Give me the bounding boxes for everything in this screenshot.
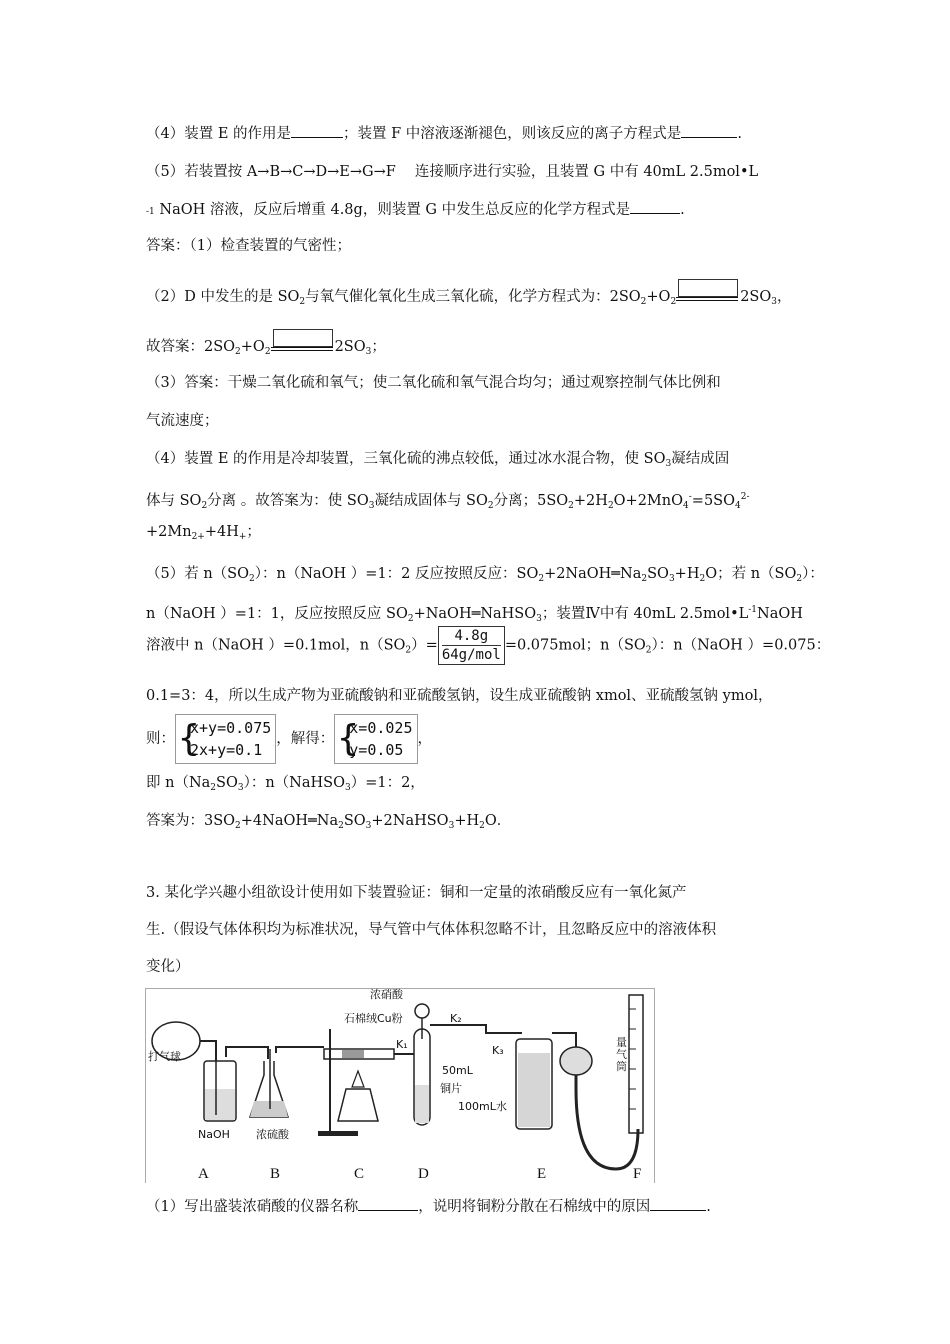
superscript: 2- [740, 492, 750, 502]
text: SO [647, 566, 669, 582]
text: +2NaOH═Na [544, 566, 642, 582]
text: （4）装置 E 的作用是冷却装置，三氧化硫的沸点较低，通过冰水混合物，使 SO [146, 451, 666, 467]
text: ，解得： [276, 731, 335, 747]
apparatus-figure [145, 988, 655, 1183]
subscript: 2 [338, 821, 344, 831]
text: +H [674, 566, 700, 582]
subscript: 2 [210, 783, 217, 793]
text: 凝结成固 [671, 451, 730, 467]
text: ；装置 F 中溶液逐渐褪色，则该反应的离子方程式是 [343, 126, 682, 142]
figure-label: 石棉绒Cu粉 [344, 1012, 403, 1025]
text: +4H [204, 524, 239, 540]
subscript: 3 [448, 821, 455, 831]
answer-blank [291, 123, 343, 138]
text: ，说明将铜粉分散在石棉绒中的原因 [418, 1199, 651, 1215]
level-bulb [560, 1047, 592, 1075]
figure-label: 浓硝酸 [370, 988, 403, 1001]
equation: x=0.025 [349, 719, 413, 737]
subscript: 2 [699, 574, 706, 584]
subscript: 2 [235, 821, 241, 831]
subscript: 2 [405, 645, 412, 656]
text: =0.075mol；n（SO [504, 637, 646, 654]
subscript: 3 [668, 574, 675, 584]
subscript: 3 [368, 501, 375, 511]
text-line [146, 449, 729, 474]
text: ， [417, 731, 432, 747]
subscript: 2 [670, 297, 677, 307]
text: ；装置Ⅳ中有 40mL 2.5mol•L [541, 606, 749, 622]
answer-blank [650, 1196, 706, 1211]
text: ）= [411, 637, 438, 654]
text: ）：n（NaOH ）=1：2 反应按照反应：SO [254, 566, 539, 582]
figure-label: 50mL [442, 1064, 473, 1077]
subscript: 2 [407, 614, 414, 624]
figure-letter: D [418, 1166, 429, 1182]
text: ）：n（NaOH ）=0.075： [651, 637, 831, 654]
text-line [146, 714, 432, 764]
tube [276, 1047, 324, 1053]
equation: 2x+y=0.1 [190, 741, 263, 759]
text: +O [646, 289, 671, 305]
text: +O [240, 339, 265, 355]
text: NaOH 溶液，反应后增重 4.8g，则装置 G 中发生总反应的化学方程式是 [154, 202, 631, 218]
text: . [680, 202, 685, 218]
text: 则： [146, 731, 175, 747]
subscript: 3 [771, 297, 777, 307]
text-line [146, 600, 803, 629]
text: ）：n（NaHSO [243, 775, 345, 791]
superscript: -1 [146, 207, 155, 217]
text: SO [216, 775, 238, 791]
subscript: 4 [683, 501, 689, 511]
text: ； [371, 339, 386, 355]
text-line [146, 522, 261, 547]
sulfuric-acid [250, 1101, 288, 1117]
text: =5SO [691, 493, 735, 509]
text-line [146, 773, 425, 798]
text: （5）若 n（SO [146, 566, 249, 582]
text: 分离；5SO [493, 493, 569, 509]
text: . [737, 126, 742, 142]
text: 生.（假设气体体积均为标准状况，导气管中气体体积忽略不计，且忽略反应中的溶液体积 [146, 922, 717, 938]
equation-system: { x+y=0.075 2x+y=0.1 [175, 714, 276, 764]
equation: x+y=0.075 [190, 719, 272, 737]
subscript: 2 [607, 501, 614, 511]
text: +2Mn [146, 524, 192, 540]
text-line [146, 329, 386, 363]
subscript: 3 [365, 347, 372, 357]
flame [352, 1071, 364, 1087]
subscript: 2 [640, 297, 647, 307]
catalyst-label [678, 279, 738, 297]
answer-blank [681, 123, 737, 138]
text: 故答案：2SO [146, 339, 236, 355]
text: 气流速度； [146, 413, 219, 429]
text: O． [484, 813, 512, 829]
subscript: 2 [796, 574, 803, 584]
text: （3）答案：干燥二氧化硫和氧气；使二氧化硫和氧气混合均匀；通过观察控制气体比例和 [146, 375, 721, 391]
text: 分离 。故答案为：使 SO [207, 493, 369, 509]
answer-blank [358, 1196, 418, 1211]
text-line [146, 279, 791, 313]
figure-label: 量气筒 [616, 1036, 627, 1073]
figure-letter: C [354, 1166, 365, 1182]
text-line [146, 957, 190, 977]
text: 答案：（1）检查装置的气密性； [146, 238, 351, 254]
text: 溶液中 n（NaOH ）=0.1mol，n（SO [146, 637, 406, 654]
text: +2H [573, 493, 608, 509]
stand-base [318, 1131, 358, 1136]
text: 2SO [740, 289, 772, 305]
text: 0.1=3：4，所以生成产物为亚硫酸钠和亚硫酸氢钠，设生成亚硫酸钠 xmol、亚硫酸氢钠 ymol， [146, 688, 773, 704]
text: 体与 SO [146, 493, 202, 509]
superscript: -1 [748, 605, 758, 615]
text: 3. 某化学兴趣小组欲设计使用如下装置验证：铜和一定量的浓硝酸反应有一氧化氮产 [146, 885, 687, 901]
text: （1）写出盛装浓硝酸的仪器名称 [146, 1199, 359, 1215]
denominator: 64g/mol [441, 647, 501, 663]
superscript: + [238, 532, 247, 542]
text-line [146, 920, 716, 940]
tube [552, 1033, 576, 1047]
text: O；若 n（SO [705, 566, 797, 582]
figure-label: K₃ [492, 1044, 504, 1057]
subscript: 3 [344, 783, 351, 793]
text: 变化） [146, 959, 190, 975]
text-line [146, 236, 351, 256]
text-line [146, 626, 830, 665]
text: +4NaOH═Na [240, 813, 339, 829]
text: （5）若装置按 A→B→C→D→E→G→F 连接顺序进行实验，且装置 G 中有 40mL 2.5mol•L [146, 164, 759, 180]
text: +NaOH═NaHSO [413, 606, 537, 622]
text: （2）D 中发生的是 SO [146, 289, 300, 305]
text-line [146, 564, 824, 589]
text: +2NaHSO [371, 813, 449, 829]
figure-label: K₂ [450, 1012, 462, 1025]
subscript: 2 [487, 501, 494, 511]
figure-letter: F [633, 1166, 642, 1182]
superscript: - [688, 492, 692, 502]
water [518, 1053, 550, 1127]
figure-label: 100mL水 [458, 1100, 507, 1113]
text: ； [246, 524, 261, 540]
naoh-solution [205, 1089, 235, 1120]
subscript: 2 [641, 574, 648, 584]
text-line [146, 487, 750, 516]
catalyst-label [273, 329, 333, 347]
text: O+2MnO [613, 493, 684, 509]
solution-system: { x=0.025 y=0.05 [334, 714, 417, 764]
tube [200, 1041, 216, 1061]
text: 答案为：3SO [146, 813, 236, 829]
equation: y=0.05 [349, 741, 404, 759]
text: ）： [802, 566, 824, 582]
figure-letter: B [270, 1166, 281, 1182]
text: NaOH [757, 606, 803, 622]
figure-letter: A [198, 1166, 209, 1182]
figure-label: 浓硫酸 [256, 1128, 289, 1141]
answer-blank [630, 199, 680, 214]
text: 2SO [334, 339, 366, 355]
text: ， [776, 289, 792, 305]
text-line [146, 1196, 711, 1217]
text-line [146, 199, 685, 222]
text: +H [454, 813, 480, 829]
subscript: 2 [568, 501, 574, 511]
subscript: 4 [735, 501, 741, 511]
subscript: 2 [201, 501, 208, 511]
subscript: 2 [264, 347, 271, 357]
text: ）=1：2， [350, 775, 425, 791]
text-line [146, 123, 742, 144]
figure-letter: E [537, 1166, 547, 1182]
subscript: 2 [538, 574, 545, 584]
subscript: 2 [235, 347, 241, 357]
subscript: 3 [665, 459, 672, 469]
tube [226, 1047, 268, 1059]
text: SO [343, 813, 366, 829]
catalyst-arrow [676, 279, 740, 313]
text: 凝结成固体与 SO [374, 493, 488, 509]
fraction [438, 626, 505, 665]
subscript: 2 [645, 645, 652, 656]
subscript: 2 [299, 297, 306, 307]
figure-label: NaOH [198, 1128, 230, 1141]
figure-label: K₁ [396, 1038, 408, 1051]
subscript: 2 [479, 821, 485, 831]
catalyst-arrow [271, 329, 335, 363]
subscript: 3 [237, 783, 244, 793]
text-line [146, 162, 758, 182]
gas-burette [629, 995, 643, 1133]
subscript: 3 [536, 614, 542, 624]
text-line [146, 883, 686, 903]
text: （4）装置 E 的作用是 [146, 126, 292, 142]
text-line [146, 811, 511, 836]
text: n（NaOH ）=1：1，反应按照反应 SO [146, 606, 408, 622]
tube [430, 1025, 522, 1033]
numerator: 4.8g [442, 627, 501, 646]
text: 即 n（Na [146, 775, 211, 791]
text: . [706, 1199, 711, 1215]
dropping-funnel [415, 1004, 429, 1018]
figure-label: 打气球 [148, 1050, 181, 1063]
text-line [146, 373, 721, 393]
alcohol-lamp [338, 1089, 378, 1121]
superscript: 2+ [191, 532, 205, 542]
nitric-solution [415, 1085, 429, 1123]
text-line [146, 686, 772, 706]
subscript: 2 [249, 574, 255, 584]
figure-label: 铜片 [440, 1082, 462, 1095]
text-line [146, 411, 219, 431]
subscript: 3 [365, 821, 372, 831]
copper-powder [342, 1050, 364, 1058]
text: 与氧气催化氧化生成三氧化硫，化学方程式为：2SO [305, 289, 641, 305]
